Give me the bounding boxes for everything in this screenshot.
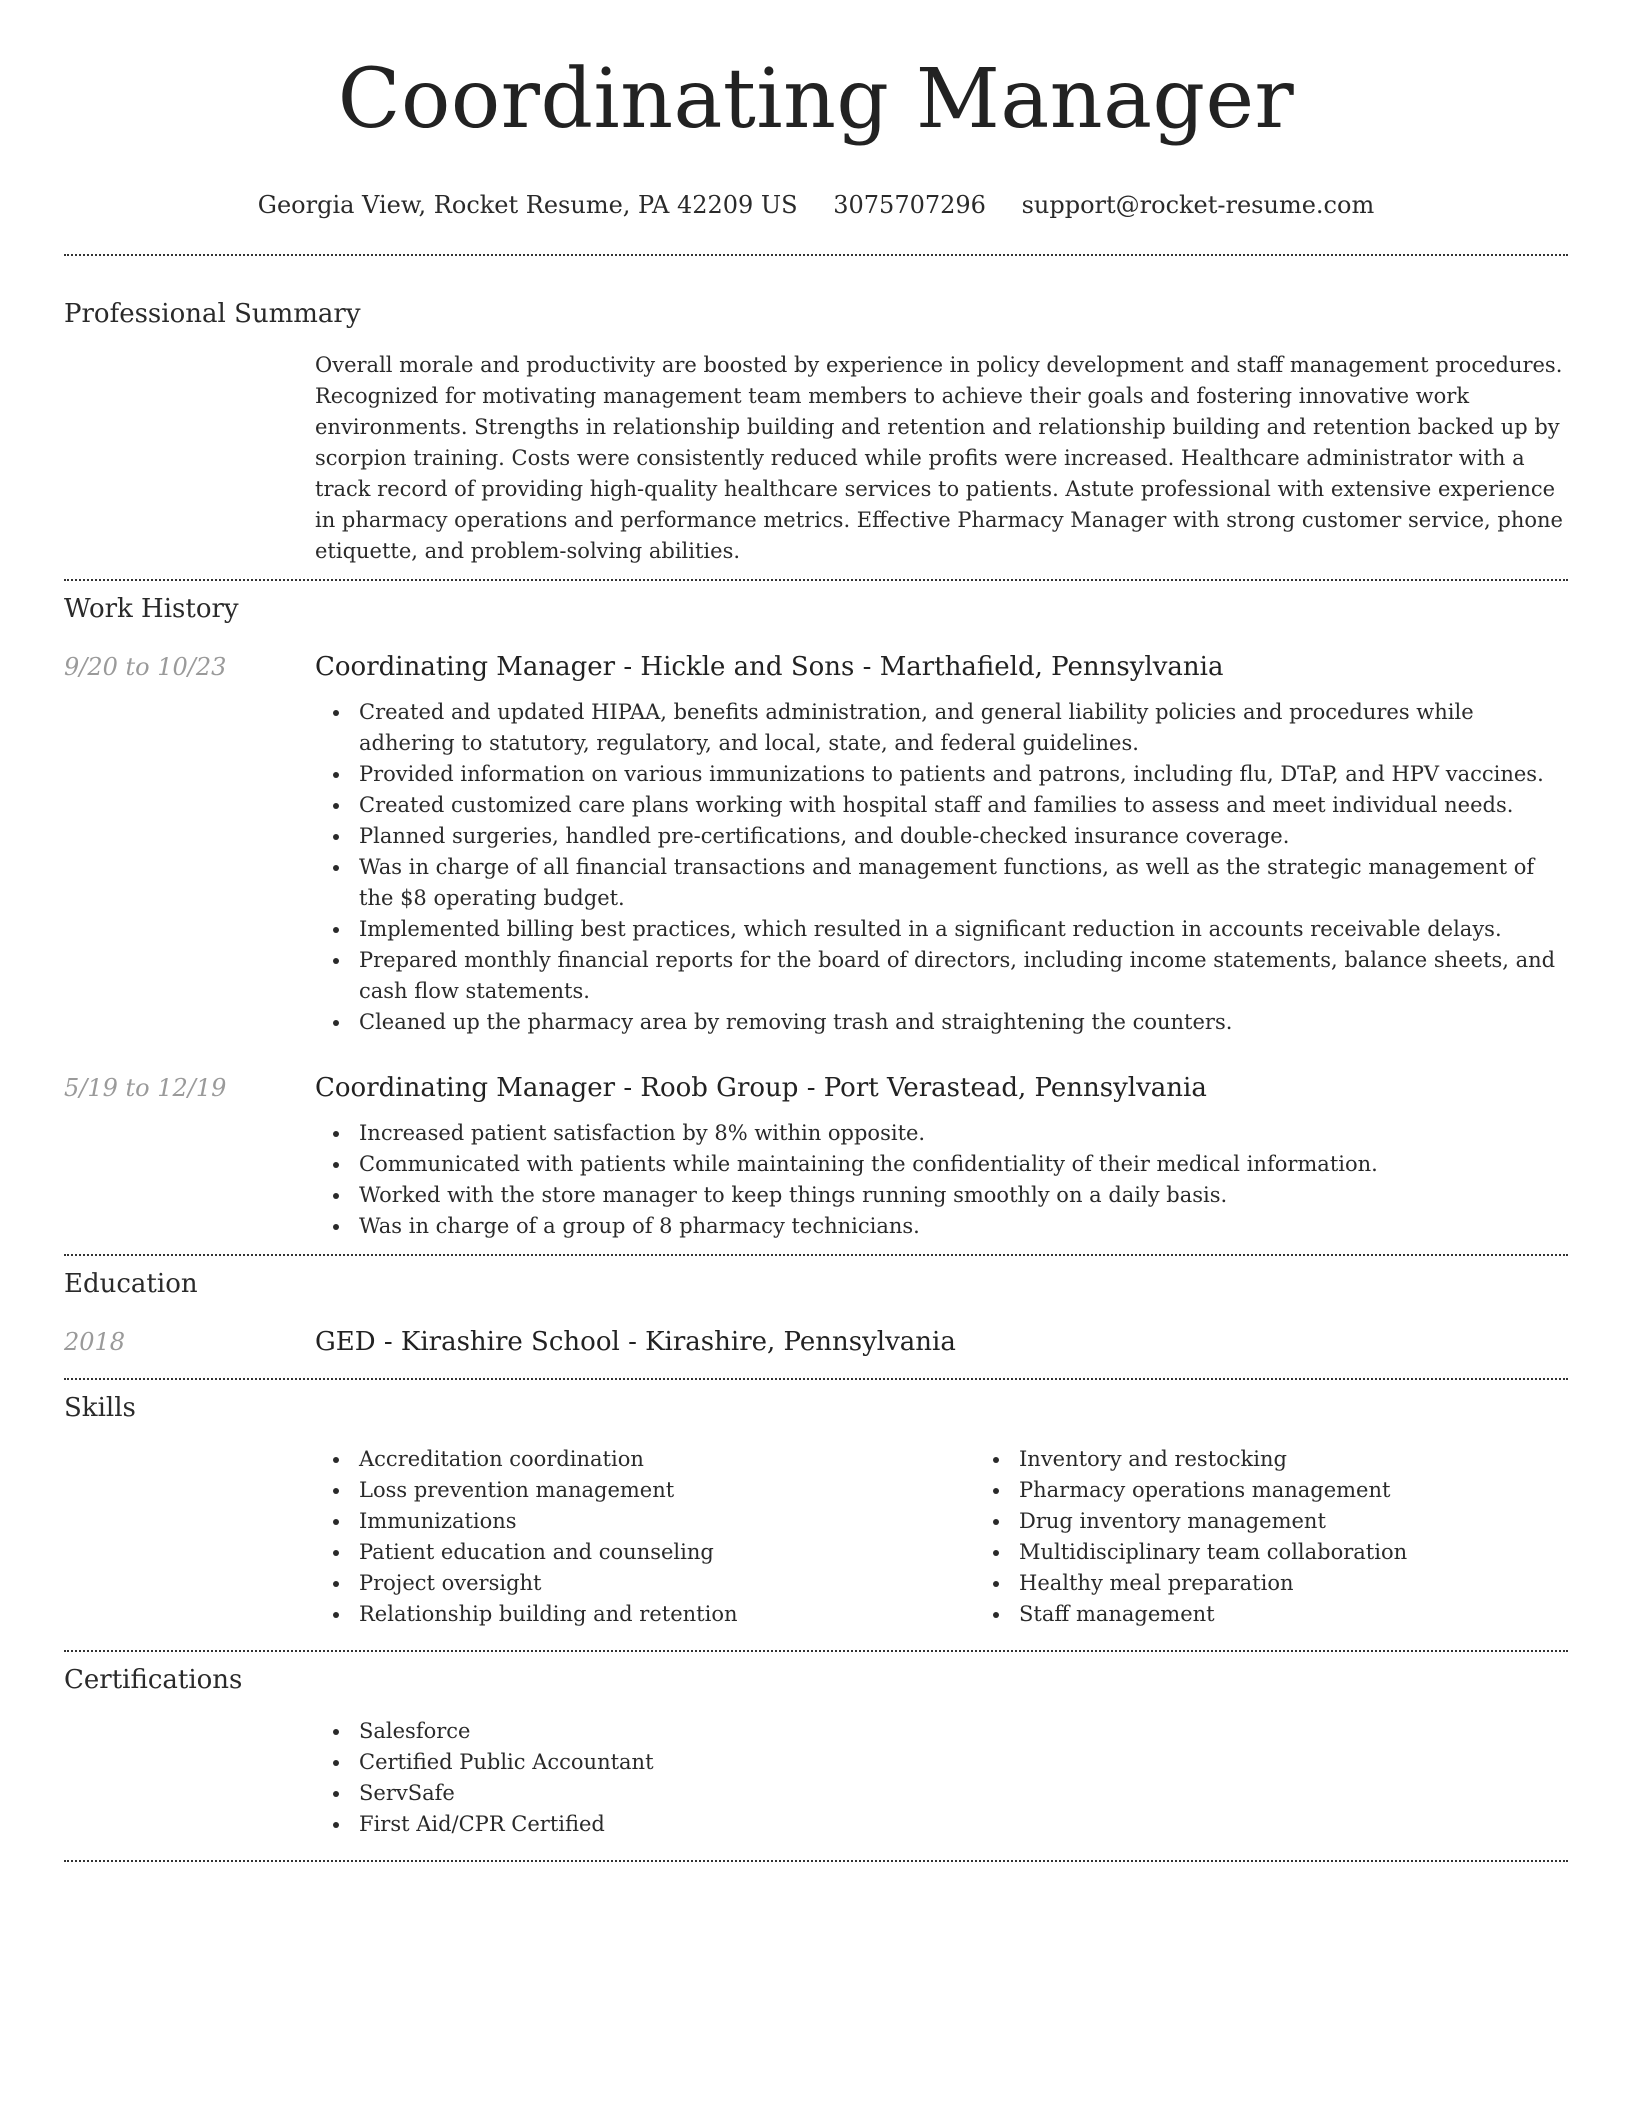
list-item: Certified Public Accountant [359,1747,1568,1778]
list-item: Prepared monthly financial reports for the board of directors, including income statements, balance sheets, and cash flow statements. [359,945,1568,1007]
divider [64,254,1568,256]
list-item: Salesforce [359,1716,1568,1747]
list-item: Communicated with patients while maintaining the confidentiality of their medical information. [359,1149,1568,1180]
list-item: Accreditation coordination [359,1444,975,1475]
list-item: Provided information on various immunizations to patients and patrons, including flu, DTaP, and HPV vaccines. [359,759,1568,790]
list-item: Cleaned up the pharmacy area by removing trash and straightening the counters. [359,1007,1568,1038]
section-work-history [64,593,1568,1242]
list-item: Relationship building and retention [359,1599,975,1630]
section-title-skills: Skills [64,1393,136,1423]
job-entry [64,651,1568,1038]
section-summary [64,298,1568,567]
divider [64,579,1568,581]
certifications-spacer [64,1716,315,1840]
section-certifications [64,1664,1568,1840]
job-bullets [359,1118,1568,1242]
divider [64,1650,1568,1652]
skills-list-right [1019,1444,1632,1630]
education-degree: GED - Kirashire School - Kirashire, Pennsylvania [315,1327,956,1357]
divider [64,1254,1568,1256]
resume-name: Coordinating Manager [337,52,1295,147]
job-title: Coordinating Manager - Hickle and Sons - Marthafield, Pennsylvania [315,652,1224,682]
list-item: Was in charge of a group of 8 pharmacy technicians. [359,1211,1568,1242]
certifications-list [359,1716,1568,1840]
list-item: Implemented billing best practices, which resulted in a significant reduction in accounts receivable delays. [359,914,1568,945]
section-title-education: Education [64,1269,198,1299]
list-item: Increased patient satisfaction by 8% within opposite. [359,1118,1568,1149]
skills-columns [315,1444,1632,1630]
list-item: Planned surgeries, handled pre-certifications, and double-checked insurance coverage. [359,821,1568,852]
list-item: Staff management [1019,1599,1632,1630]
list-item: Multidisciplinary team collaboration [1019,1537,1632,1568]
list-item: Pharmacy operations management [1019,1475,1632,1506]
list-item: First Aid/CPR Certified [359,1809,1568,1840]
contact-address: Georgia View, Rocket Resume, PA 42209 US [257,191,798,219]
job-entry [64,1072,1568,1242]
education-year: 2018 [64,1328,126,1356]
section-education [64,1268,1568,1358]
section-title-work: Work History [64,594,239,624]
list-item: Created customized care plans working with hospital staff and families to assess and meet individual needs. [359,790,1568,821]
section-title-certifications: Certifications [64,1665,243,1695]
divider [64,1860,1568,1862]
divider [64,1378,1568,1380]
job-bullets [359,697,1568,1038]
list-item: Patient education and counseling [359,1537,975,1568]
list-item: Worked with the store manager to keep things running smoothly on a daily basis. [359,1180,1568,1211]
list-item: Healthy meal preparation [1019,1568,1632,1599]
job-dates: 5/19 to 12/19 [64,1074,227,1102]
list-item: Loss prevention management [359,1475,975,1506]
summary-text: Overall morale and productivity are boosted by experience in policy development and staff management procedures. Recognized for motivating management team members to achieve their goals and fostering innovative work environments. Strengths in relationship building and retention and relationship building and retention backed up by scorpion training. Costs were consistently reduced while profits were increased. Healthcare administrator with a track record of providing high-quality healthcare services to patients. Astute professional with extensive experience in pharmacy operations and performance metrics. Effective Pharmacy Manager with strong customer service, phone etiquette, and problem-solving abilities. [315,353,1563,563]
contact-email: support@rocket-resume.com [1021,191,1375,219]
list-item: Inventory and restocking [1019,1444,1632,1475]
section-title-summary: Professional Summary [64,299,361,329]
list-item: Drug inventory management [1019,1506,1632,1537]
list-item: Was in charge of all financial transactions and management functions, as well as the strategic management of the $8 operating budget. [359,852,1568,914]
contact-line [64,190,1568,220]
list-item: Project oversight [359,1568,975,1599]
list-item: Created and updated HIPAA, benefits administration, and general liability policies and procedures while adhering to statutory, regulatory, and local, state, and federal guidelines. [359,697,1568,759]
list-item: Immunizations [359,1506,975,1537]
job-dates: 9/20 to 10/23 [64,653,227,681]
section-skills [64,1392,1568,1630]
skills-spacer [64,1444,315,1630]
skills-list-left [359,1444,975,1630]
list-item: ServSafe [359,1778,1568,1809]
contact-phone: 3075707296 [833,191,986,219]
job-title: Coordinating Manager - Roob Group - Port Verastead, Pennsylvania [315,1073,1207,1103]
summary-spacer [64,350,315,567]
